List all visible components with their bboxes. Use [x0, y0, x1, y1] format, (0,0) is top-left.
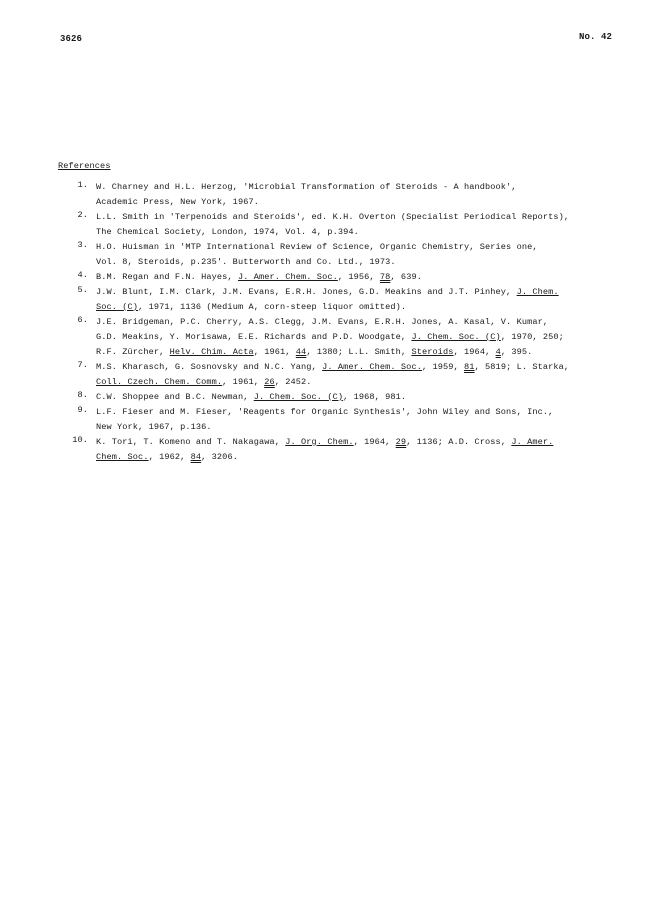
- volume-number: 84: [190, 452, 202, 462]
- reference-item: [60, 315, 620, 360]
- reference-line: The Chemical Society, London, 1974, Vol. 4, p.394.: [96, 227, 359, 237]
- reference-text: [96, 390, 620, 405]
- reference-text: [96, 405, 620, 435]
- volume-number: 44: [295, 347, 307, 357]
- volume-number: 81: [464, 362, 475, 372]
- reference-item: [60, 360, 620, 390]
- journal-title: J. Amer.: [511, 437, 554, 447]
- page-number: 3626: [60, 34, 83, 44]
- reference-line: Chem. Soc., 1962, 84, 3206.: [96, 452, 238, 462]
- reference-item: [60, 435, 620, 465]
- reference-text: [96, 270, 620, 285]
- volume-number: 4: [495, 347, 501, 357]
- reference-item: [60, 180, 620, 210]
- issue-number: No. 42: [578, 32, 612, 42]
- journal-title: Helv. Chim. Acta: [169, 347, 254, 357]
- reference-text: [96, 180, 620, 210]
- journal-title: J. Chem.: [516, 287, 559, 297]
- references-heading: References: [58, 161, 111, 171]
- journal-title: J. Amer. Chem. Soc.: [237, 272, 338, 282]
- reference-text: [96, 315, 620, 360]
- reference-text: [96, 240, 620, 270]
- reference-list: [60, 180, 620, 465]
- reference-number: 10.: [72, 435, 88, 445]
- reference-text: [96, 210, 620, 240]
- reference-number: 9.: [77, 405, 88, 415]
- reference-line: J.W. Blunt, I.M. Clark, J.M. Evans, E.R.H. Jones, G.D. Meakins and J.T. Pinhey, J. Chem.: [96, 287, 559, 297]
- journal-title: Chem. Soc.: [96, 452, 149, 462]
- journal-title: Soc. (C): [96, 302, 139, 312]
- reference-line: R.F. Zürcher, Helv. Chim. Acta, 1961, 44, 1380; L.L. Smith, Steroids, 1964, 4, 395.: [96, 347, 533, 357]
- reference-line: H.O. Huisman in 'MTP International Review of Science, Organic Chemistry, Series one,: [96, 242, 538, 252]
- reference-line: J.E. Bridgeman, P.C. Cherry, A.S. Clegg, J.M. Evans, E.R.H. Jones, A. Kasal, V. Kumar,: [96, 317, 549, 327]
- journal-title: J. Chem. Soc. (C): [253, 392, 344, 402]
- reference-number: 4.: [77, 270, 88, 280]
- reference-line: B.M. Regan and F.N. Hayes, J. Amer. Chem. Soc., 1956, 78, 639.: [96, 272, 422, 282]
- reference-text: [96, 285, 620, 315]
- journal-title: J. Org. Chem.: [285, 437, 354, 447]
- reference-number: 6.: [77, 315, 88, 325]
- reference-line: W. Charney and H.L. Herzog, 'Microbial Transformation of Steroids - A handbook',: [96, 182, 517, 192]
- reference-item: [60, 270, 620, 285]
- reference-line: Vol. 8, Steroids, p.235'. Butterworth and Co. Ltd., 1973.: [96, 257, 396, 267]
- reference-number: 3.: [77, 240, 88, 250]
- journal-title: Coll. Czech. Chem. Comm.: [96, 377, 223, 387]
- reference-line: New York, 1967, p.136.: [96, 422, 212, 432]
- reference-number: 7.: [77, 360, 88, 370]
- reference-number: 8.: [77, 390, 88, 400]
- reference-number: 1.: [77, 180, 88, 190]
- reference-item: [60, 240, 620, 270]
- reference-text: [96, 360, 620, 390]
- reference-line: Soc. (C), 1971, 1136 (Medium A, corn-steep liquor omitted).: [96, 302, 407, 312]
- volume-number: 26: [264, 377, 275, 387]
- reference-line: Coll. Czech. Chem. Comm., 1961, 26, 2452.: [96, 377, 312, 387]
- reference-line: C.W. Shoppee and B.C. Newman, J. Chem. Soc. (C), 1968, 981.: [96, 392, 407, 402]
- reference-item: [60, 390, 620, 405]
- reference-line: L.F. Fieser and M. Fieser, 'Reagents for Organic Synthesis', John Wiley and Sons, Inc.,: [96, 407, 554, 417]
- reference-text: [96, 435, 620, 465]
- reference-number: 5.: [77, 285, 88, 295]
- reference-number: 2.: [77, 210, 88, 220]
- journal-title: J. Amer. Chem. Soc.: [322, 362, 422, 372]
- reference-item: [60, 405, 620, 435]
- reference-line: G.D. Meakins, Y. Morisawa, E.E. Richards and P.D. Woodgate, J. Chem. Soc. (C), 1970, 250;: [96, 332, 564, 342]
- volume-number: 78: [379, 272, 391, 282]
- reference-line: L.L. Smith in 'Terpenoids and Steroids', ed. K.H. Overton (Specialist Periodical Reports),: [96, 212, 570, 222]
- reference-line: K. Tori, T. Komeno and T. Nakagawa, J. Org. Chem., 1964, 29, 1136; A.D. Cross, J. Amer.: [96, 437, 554, 447]
- reference-item: [60, 210, 620, 240]
- reference-line: Academic Press, New York, 1967.: [96, 197, 259, 207]
- journal-title: J. Chem. Soc. (C): [411, 332, 501, 342]
- volume-number: 29: [395, 437, 407, 447]
- reference-line: M.S. Kharasch, G. Sosnovsky and N.C. Yang, J. Amer. Chem. Soc., 1959, 81, 5819; L. Starka,: [96, 362, 570, 372]
- journal-title: Steroids: [411, 347, 454, 357]
- reference-item: [60, 285, 620, 315]
